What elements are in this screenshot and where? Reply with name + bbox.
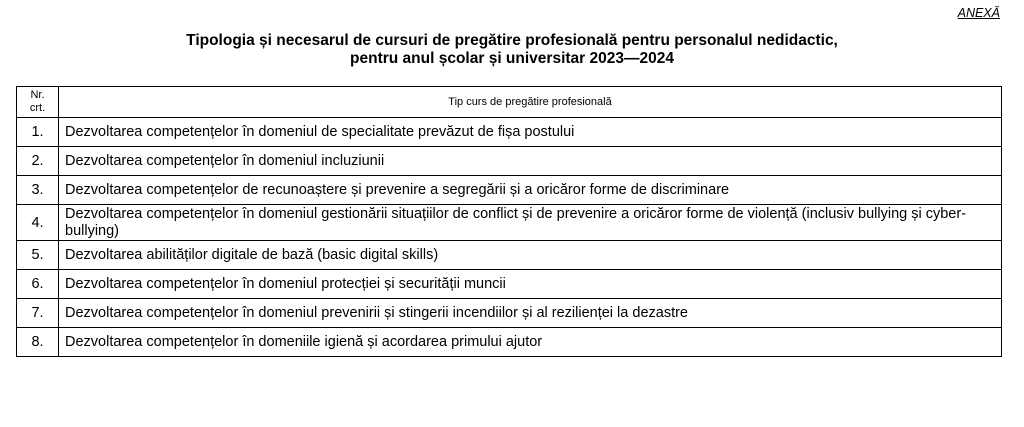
course-type-cell: Dezvoltarea competențelor în domeniul prevenirii și stingerii incendiilor și al rezilienței la dezastre: [59, 299, 1002, 328]
column-header-course-type: Tip curs de pregătire profesională: [59, 87, 1002, 118]
table-row: [17, 299, 1002, 328]
course-type-cell: Dezvoltarea abilităților digitale de bază (basic digital skills): [59, 241, 1002, 270]
column-header-number: [17, 87, 59, 118]
course-type-cell: Dezvoltarea competențelor în domeniul incluziunii: [59, 147, 1002, 176]
table-row: [17, 205, 1002, 241]
row-number: 7.: [17, 299, 59, 328]
course-type-cell: Dezvoltarea competențelor în domeniile igienă și acordarea primului ajutor: [59, 328, 1002, 357]
table-row: [17, 118, 1002, 147]
table-header-row: [17, 87, 1002, 118]
row-number: 3.: [17, 176, 59, 205]
course-type-cell: Dezvoltarea competențelor de recunoaștere și prevenire a segregării și a oricăror forme de discriminare: [59, 176, 1002, 205]
row-number: 2.: [17, 147, 59, 176]
table-row: [17, 147, 1002, 176]
row-number: 6.: [17, 270, 59, 299]
row-number: 1.: [17, 118, 59, 147]
row-number: 8.: [17, 328, 59, 357]
row-number: 4.: [17, 205, 59, 241]
table-row: [17, 176, 1002, 205]
course-type-cell: Dezvoltarea competențelor în domeniul protecției și securității muncii: [59, 270, 1002, 299]
row-number: 5.: [17, 241, 59, 270]
table-row: [17, 241, 1002, 270]
document-title: [0, 32, 1024, 68]
title-line-2: pentru anul școlar și universitar 2023—2024: [350, 50, 674, 67]
annex-label: ANEXĂ: [957, 6, 1000, 20]
course-type-cell: Dezvoltarea competențelor în domeniul de specialitate prevăzut de fișa postului: [59, 118, 1002, 147]
title-line-1: Tipologia și necesarul de cursuri de pregătire profesională pentru personalul nedidactic,: [186, 32, 838, 49]
table-row: [17, 270, 1002, 299]
column-header-number-line-2: crt.: [29, 102, 46, 114]
courses-table: [16, 86, 1002, 357]
column-header-number-line-1: Nr.: [30, 89, 45, 101]
course-type-cell: Dezvoltarea competențelor în domeniul gestionării situațiilor de conflict și de prevenire a oricăror forme de violență (inclusiv bullying și cyber-bullying): [59, 205, 1002, 241]
table-row: [17, 328, 1002, 357]
